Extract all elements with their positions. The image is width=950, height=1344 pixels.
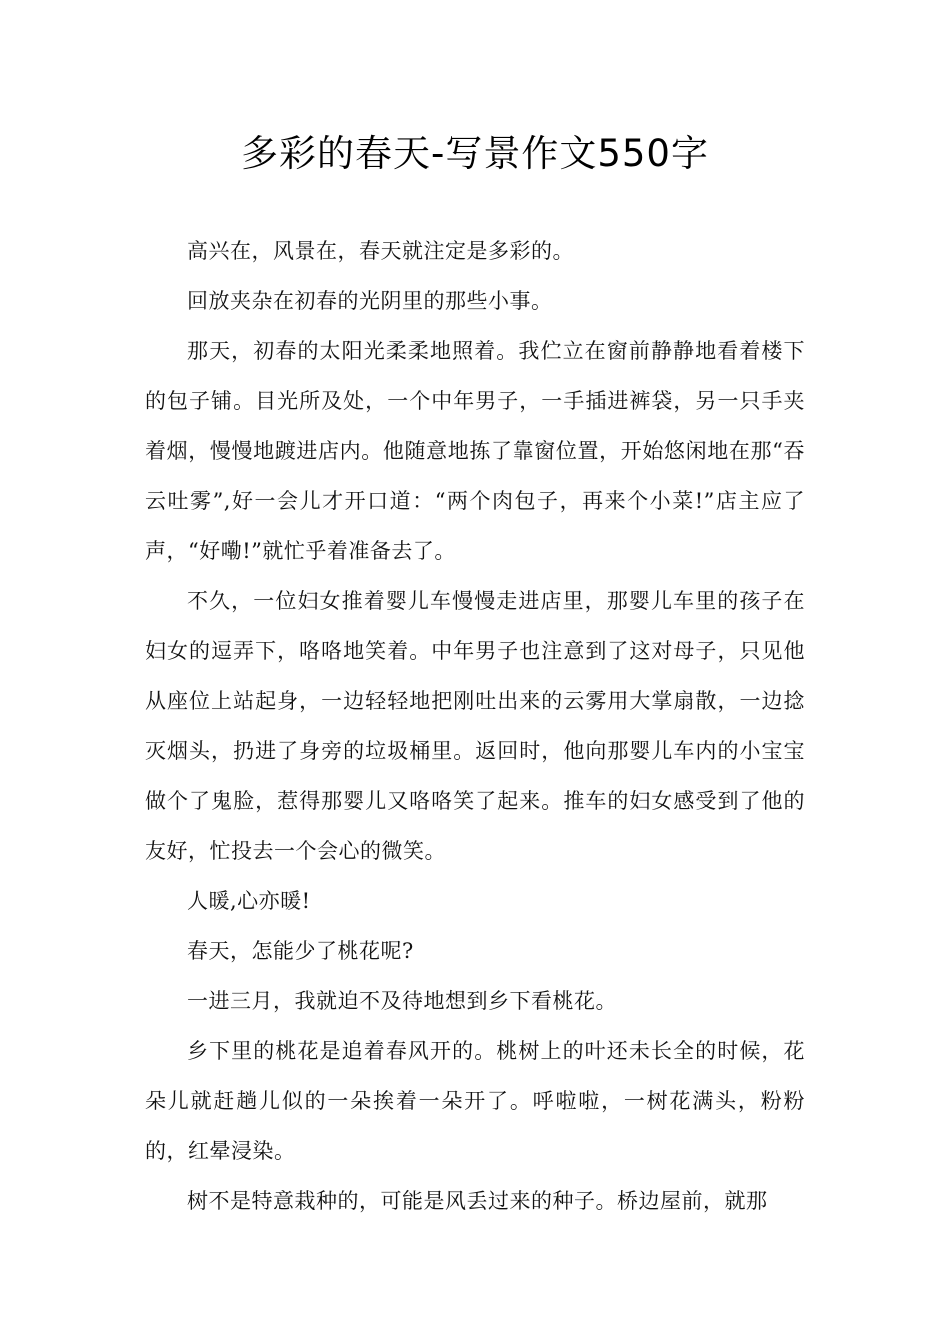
paragraph: 不久，一位妇女推着婴儿车慢慢走进店里，那婴儿车里的孩子在妇女的逗弄下，咯咯地笑着。中年男子也注意到了这对母子，只见他从座位上站起身，一边轻轻地把刚吐出来的云雾用大掌扇散，一边捻灭烟头，扔进了身旁的垃圾桶里。返回时，他向那婴儿车内的小宝宝做个了鬼脸，惹得那婴儿又咯咯笑了起来。推车的妇女感受到了他的友好，忙投去一个会心的微笑。 <box>145 589 805 863</box>
document-body <box>145 226 805 1226</box>
paragraph: 树不是特意栽种的，可能是风丢过来的种子。桥边屋前，就那 <box>187 1189 768 1213</box>
paragraph: 人暖,心亦暖! <box>187 889 311 913</box>
paragraph: 高兴在，风景在，春天就注定是多彩的。 <box>187 239 574 263</box>
paragraph: 那天，初春的太阳光柔柔地照着。我伫立在窗前静静地看着楼下的包子铺。目光所及处，一个中年男子，一手插进裤袋，另一只手夹着烟，慢慢地踱进店内。他随意地拣了靠窗位置，开始悠闲地在那“吞云吐雾”,好一会儿才开口道：“两个肉包子，再来个小菜!”店主应了声，“好嘞!”就忙乎着准备去了。 <box>145 339 805 563</box>
document-title: 多彩的春天-写景作文550字 <box>241 132 709 175</box>
paragraph: 回放夹杂在初春的光阴里的那些小事。 <box>187 289 553 313</box>
paragraph: 春天，怎能少了桃花呢? <box>187 939 414 963</box>
paragraph: 乡下里的桃花是追着春风开的。桃树上的叶还未长全的时候，花朵儿就赶趟儿似的一朵挨着一朵开了。呼啦啦，一树花满头，粉粉的，红晕浸染。 <box>145 1039 805 1163</box>
paragraph: 一进三月，我就迫不及待地想到乡下看桃花。 <box>187 989 617 1013</box>
